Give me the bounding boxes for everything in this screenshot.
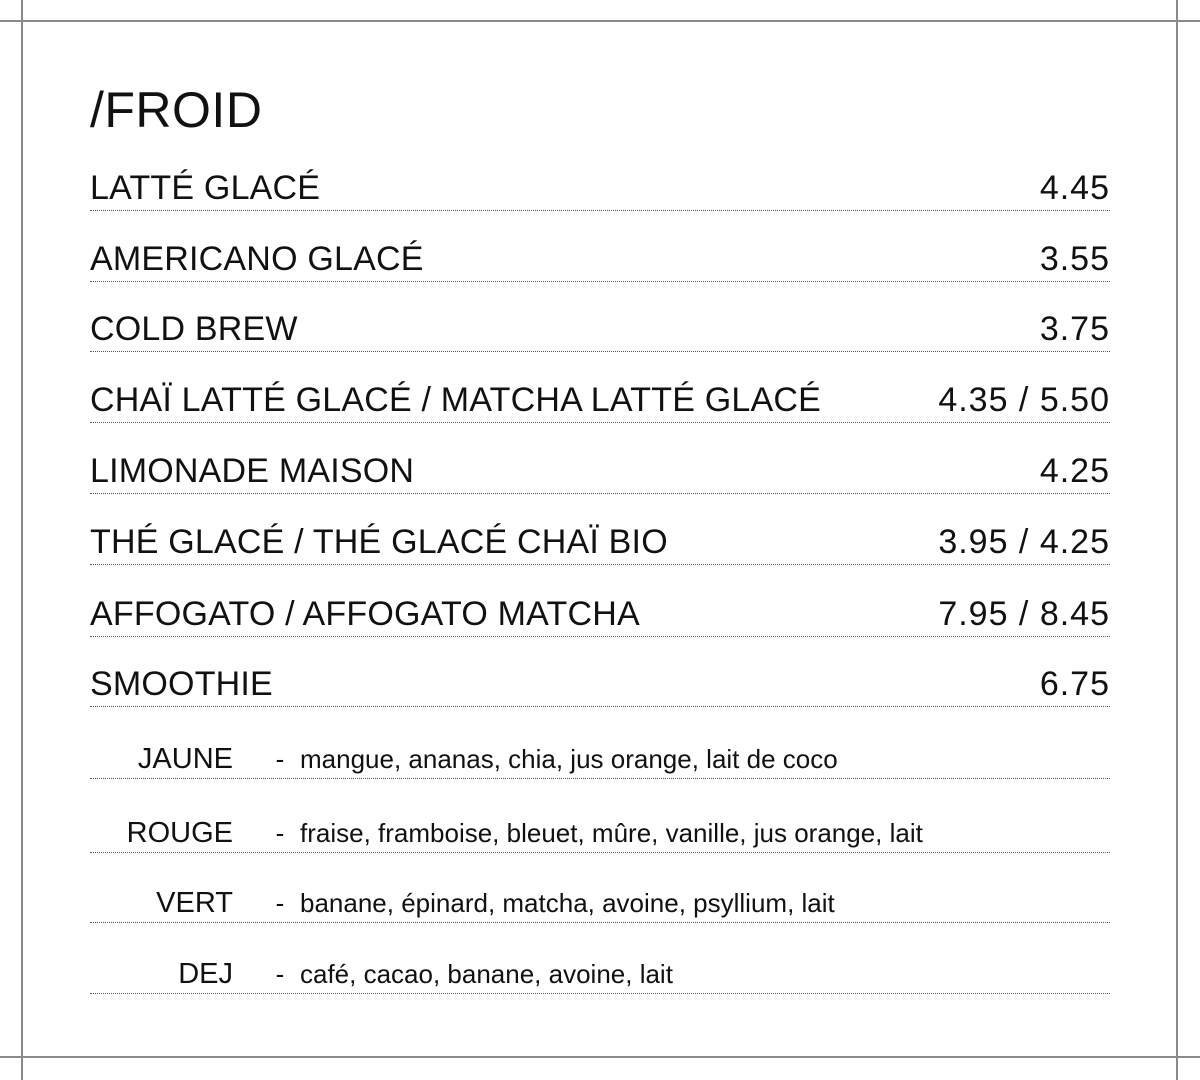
separator-dash: - <box>275 744 285 774</box>
item-price: 7.95 / 8.45 <box>938 595 1110 633</box>
item-name: THÉ GLACÉ / THÉ GLACÉ CHAÏ BIO <box>90 523 668 561</box>
smoothie-name: ROUGE <box>126 817 233 849</box>
frame-left-line <box>21 0 23 1080</box>
menu-item-americano-glace <box>90 237 1110 282</box>
frame-bottom-line <box>0 1056 1200 1058</box>
menu-item-affogato <box>90 592 1110 637</box>
item-name: COLD BREW <box>90 310 298 348</box>
item-price: 6.75 <box>1039 665 1110 703</box>
smoothie-name: VERT <box>156 887 233 919</box>
separator-dash: - <box>275 888 285 918</box>
item-price: 4.25 <box>1039 452 1110 490</box>
item-price: 3.55 <box>1039 240 1110 278</box>
smoothie-rouge <box>90 814 1110 853</box>
smoothie-ingredients: mangue, ananas, chia, jus orange, lait de coco <box>300 744 838 774</box>
smoothie-jaune <box>90 740 1110 779</box>
menu-item-the-glace <box>90 520 1110 565</box>
menu-item-smoothie <box>90 662 1110 707</box>
separator-dash: - <box>275 959 285 989</box>
item-name: SMOOTHIE <box>90 665 273 703</box>
menu-item-cold-brew <box>90 307 1110 352</box>
smoothie-name: DEJ <box>178 958 233 990</box>
frame-right-line <box>1176 0 1178 1080</box>
item-price: 4.45 <box>1039 169 1110 207</box>
menu-item-latte-glace <box>90 166 1110 211</box>
item-price: 3.95 / 4.25 <box>938 523 1110 561</box>
smoothie-ingredients: café, cacao, banane, avoine, lait <box>300 959 673 989</box>
item-name: LATTÉ GLACÉ <box>90 169 321 207</box>
smoothie-name: JAUNE <box>137 743 233 775</box>
menu-item-limonade-maison <box>90 449 1110 494</box>
item-name: LIMONADE MAISON <box>90 452 415 490</box>
separator-dash: - <box>275 818 285 848</box>
section-title: /FROID <box>90 82 263 138</box>
item-name: CHAÏ LATTÉ GLACÉ / MATCHA LATTÉ GLACÉ <box>90 381 821 419</box>
item-name: AFFOGATO / AFFOGATO MATCHA <box>90 595 640 633</box>
item-price: 3.75 <box>1039 310 1110 348</box>
frame-top-line <box>0 20 1200 22</box>
smoothie-ingredients: banane, épinard, matcha, avoine, psyllium, lait <box>300 888 835 918</box>
item-name: AMERICANO GLACÉ <box>90 240 424 278</box>
smoothie-vert <box>90 884 1110 923</box>
smoothie-ingredients: fraise, framboise, bleuet, mûre, vanille, jus orange, lait <box>300 818 923 848</box>
smoothie-dej <box>90 955 1110 994</box>
menu-item-chai-matcha-latte <box>90 378 1110 423</box>
item-price: 4.35 / 5.50 <box>938 381 1110 419</box>
